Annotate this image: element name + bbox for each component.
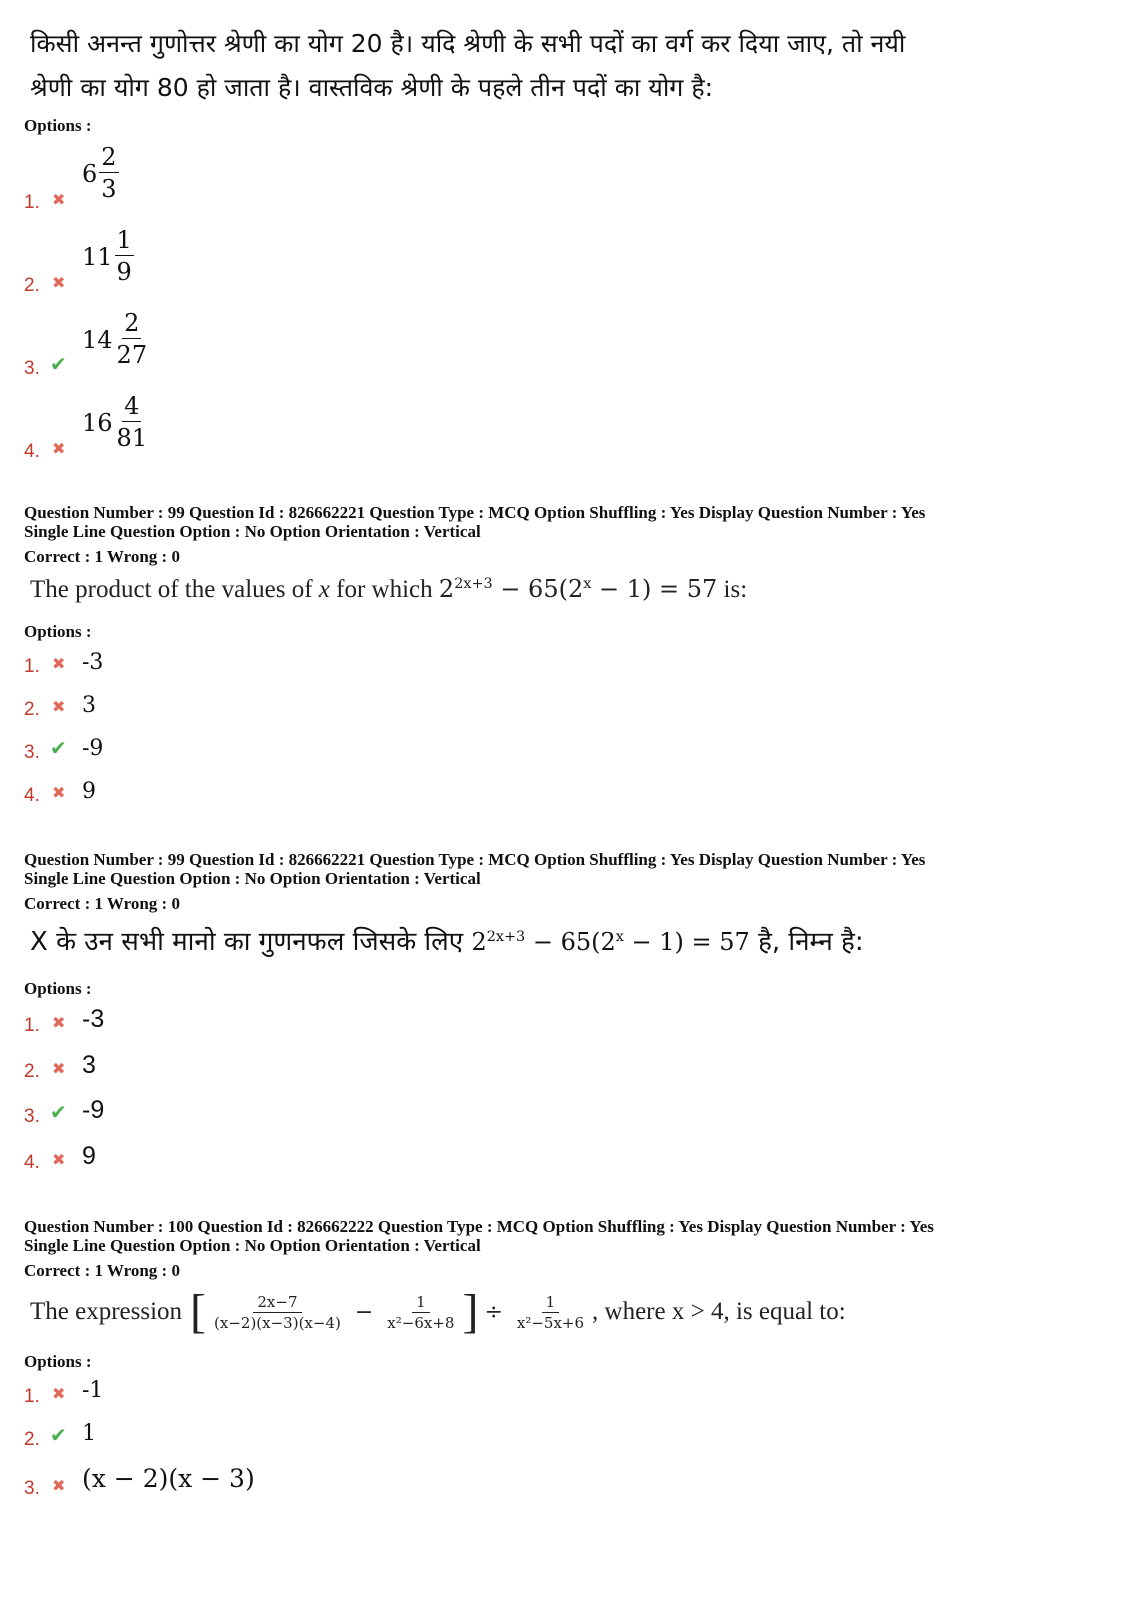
option-item: [24, 1096, 224, 1130]
option-value: (x − 2)(x − 3): [82, 1464, 255, 1493]
option-item: [24, 693, 224, 723]
question-text: है, निम्न है:: [758, 927, 864, 957]
mixed-whole: 16: [82, 408, 113, 437]
question-text: The expression: [30, 1298, 183, 1325]
option-number: 2.: [24, 275, 40, 296]
left-bracket: [: [190, 1285, 207, 1338]
option-value: [82, 142, 119, 205]
option-item: [24, 1421, 324, 1453]
question-98-text: [30, 22, 1110, 110]
option-number: 4.: [24, 1152, 40, 1173]
options-label: Options :: [24, 1352, 92, 1371]
option-item: [24, 1464, 424, 1500]
incorrect-icon: ✖: [52, 1059, 66, 1078]
option-number: 1.: [24, 656, 40, 677]
numerator: 1: [412, 1292, 430, 1313]
option-number: 2.: [24, 699, 40, 720]
denominator: x²−6x+8: [387, 1313, 455, 1332]
mixed-whole: 14: [82, 325, 113, 354]
option-number: 2.: [24, 1429, 40, 1450]
numerator: 2: [124, 309, 140, 337]
option-item: [24, 736, 224, 766]
right-bracket: ]: [462, 1285, 479, 1338]
options-label: Options :: [24, 622, 92, 641]
options-label: Options :: [24, 979, 92, 998]
question-text-line: श्रेणी का योग 80 हो जाता है। वास्तविक श्रेणी के पहले तीन पदों का योग है:: [30, 73, 714, 102]
option-value: 3: [82, 693, 96, 718]
fraction: [513, 1292, 588, 1333]
incorrect-icon: ✖: [52, 1384, 66, 1403]
meta-line: Single Line Question Option : No Option Orientation : Vertical: [24, 869, 481, 888]
option-item: [24, 1051, 224, 1085]
fraction: [115, 308, 150, 371]
correct-check-icon: ✔: [50, 1423, 67, 1447]
incorrect-icon: ✖: [52, 1150, 66, 1169]
fraction: [115, 225, 134, 288]
option-item: [24, 779, 224, 809]
option-value: 9: [82, 779, 96, 804]
denominator: (x−2)(x−3)(x−4): [214, 1313, 341, 1332]
numerator: 2: [101, 143, 117, 171]
correct-check-icon: ✔: [50, 352, 67, 376]
options-label: Options :: [24, 116, 92, 135]
incorrect-icon: ✖: [52, 1013, 66, 1032]
meta-line: Single Line Question Option : No Option Orientation : Vertical: [24, 1236, 481, 1255]
correct-check-icon: ✔: [50, 736, 67, 760]
option-item: [24, 1005, 224, 1039]
marks-line: Correct : 1 Wrong : 0: [24, 547, 180, 566]
question-text-line: किसी अनन्त गुणोत्तर श्रेणी का योग 20 है। यदि श्रेणी के सभी पदों का वर्ग कर दिया जाए, तो नयी: [30, 29, 906, 58]
option-value: [82, 225, 134, 288]
question-meta: [24, 1217, 1124, 1280]
question-meta: [24, 503, 1114, 566]
incorrect-icon: ✖: [52, 273, 66, 292]
incorrect-icon: ✖: [52, 190, 66, 209]
numerator: 1: [542, 1292, 560, 1313]
option-item: [24, 1378, 324, 1410]
denominator: 81: [116, 424, 148, 452]
option-number: 2.: [24, 1061, 40, 1082]
question-100-text: [30, 1285, 846, 1338]
incorrect-icon: ✖: [52, 697, 66, 716]
fraction: [115, 391, 150, 454]
option-number: 4.: [24, 785, 40, 806]
option-value: -3: [82, 1005, 105, 1033]
option-value: 3: [82, 1051, 96, 1079]
mixed-whole: 6: [82, 159, 98, 188]
marks-line: Correct : 1 Wrong : 0: [24, 894, 180, 913]
meta-line: Question Number : 99 Question Id : 826662221 Question Type : MCQ Option Shuffling : Yes Display Question Number : Yes: [24, 503, 926, 522]
mixed-whole: 11: [82, 242, 113, 271]
equation: $2^{2x+3} - 65(2^x - 1) = 57$: [471, 928, 750, 956]
question-text: X के उन सभी मानो का गुणनफल जिसके लिए: [30, 927, 464, 957]
denominator: 9: [116, 258, 132, 286]
incorrect-icon: ✖: [52, 783, 66, 802]
operator: −: [354, 1299, 374, 1325]
option-value: 9: [82, 1142, 96, 1170]
question-99-text: [30, 575, 747, 604]
fraction: [99, 142, 118, 205]
numerator: 2x−7: [253, 1292, 301, 1313]
option-value: -9: [82, 736, 104, 761]
incorrect-icon: ✖: [52, 1476, 66, 1495]
meta-line: Question Number : 99 Question Id : 826662221 Question Type : MCQ Option Shuffling : Yes Display Question Number : Yes: [24, 850, 926, 869]
meta-line: Single Line Question Option : No Option Orientation : Vertical: [24, 522, 481, 541]
marks-line: Correct : 1 Wrong : 0: [24, 1261, 180, 1280]
question-text: is:: [723, 576, 748, 603]
incorrect-icon: ✖: [52, 439, 66, 458]
question-99-hindi-text: [30, 922, 864, 958]
operator: ÷: [484, 1299, 503, 1325]
equation: $2^{2x+3} - 65(2^x - 1) = 57$: [438, 575, 718, 603]
question-text: for which: [336, 576, 433, 603]
fraction: [210, 1292, 345, 1333]
option-item: [24, 650, 224, 680]
option-item: [24, 1142, 224, 1176]
numerator: 4: [124, 392, 140, 420]
option-number: 1.: [24, 1386, 40, 1407]
question-text: , where x > 4, is equal to:: [592, 1298, 846, 1325]
option-value: -1: [82, 1378, 104, 1403]
option-number: 3.: [24, 1106, 40, 1127]
option-number: 3.: [24, 358, 40, 379]
option-value: -3: [82, 650, 104, 675]
option-number: 3.: [24, 1478, 40, 1499]
variable: x: [318, 576, 330, 603]
denominator: 27: [116, 341, 148, 369]
question-meta: [24, 850, 1114, 913]
option-number: 1.: [24, 1015, 40, 1036]
option-value: 1: [82, 1421, 96, 1446]
correct-check-icon: ✔: [50, 1100, 67, 1124]
incorrect-icon: ✖: [52, 654, 66, 673]
option-value: [82, 308, 149, 371]
option-number: 4.: [24, 441, 40, 462]
meta-line: Question Number : 100 Question Id : 826662222 Question Type : MCQ Option Shuffling : Yes Display Question Number : Yes: [24, 1217, 934, 1236]
denominator: 3: [101, 175, 117, 203]
question-text: The product of the values of: [30, 576, 313, 603]
option-number: 3.: [24, 742, 40, 763]
numerator: 1: [116, 226, 132, 254]
option-value: -9: [82, 1096, 105, 1124]
option-number: 1.: [24, 192, 40, 213]
denominator: x²−5x+6: [516, 1313, 585, 1332]
option-value: [82, 391, 149, 454]
fraction: [383, 1292, 458, 1333]
